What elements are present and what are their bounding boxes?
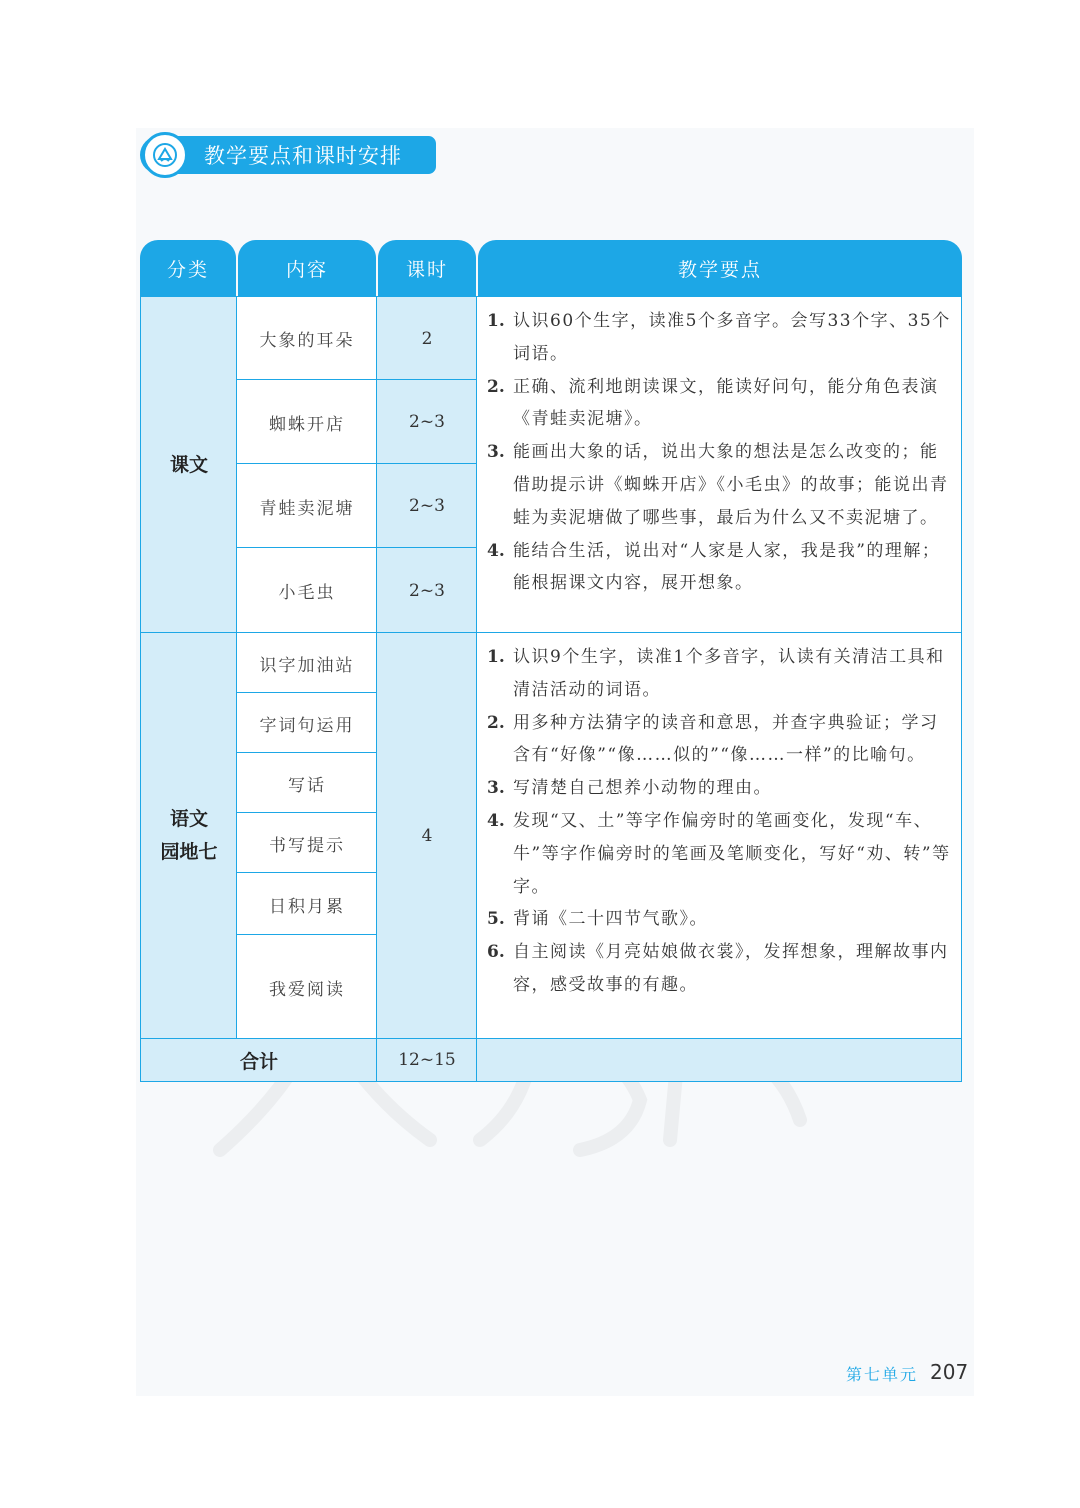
hours-cell	[376, 632, 478, 1040]
point-number: 3.	[487, 778, 505, 799]
key-point	[487, 903, 951, 936]
content-cell	[236, 872, 378, 936]
hours-cell	[376, 463, 478, 549]
content-label: 字词句运用	[259, 715, 355, 736]
total-empty-cell	[476, 1038, 962, 1082]
content-label: 日积月累	[269, 896, 345, 917]
point-number: 5.	[487, 909, 505, 930]
content-label: 识字加油站	[259, 655, 355, 676]
point-text: 认识60个生字，读准5个多音字。会写33个字、35个词语。	[513, 311, 951, 364]
content-cell	[236, 547, 378, 634]
point-text: 发现“又、土”等字作偏旁时的笔画变化，发现“车、牛”等字作偏旁时的笔画及笔顺变化，写好“劝、转”等字。	[513, 810, 951, 897]
book-badge-icon	[142, 132, 188, 178]
content-cell	[236, 812, 378, 874]
content-cell	[236, 632, 378, 694]
total-label-cell	[140, 1038, 378, 1082]
content-label: 写话	[288, 775, 326, 796]
key-point	[487, 772, 951, 805]
content-label: 书写提示	[269, 835, 345, 856]
point-number: 6.	[487, 942, 505, 963]
content-label: 大象的耳朵	[259, 331, 355, 351]
key-point	[487, 707, 951, 773]
point-text: 自主阅读《月亮姑娘做衣裳》，发挥想象，理解故事内容，感受故事的有趣。	[513, 942, 949, 995]
content-cell	[236, 296, 378, 381]
point-number: 4.	[487, 540, 505, 561]
content-cell	[236, 463, 378, 549]
key-point	[487, 936, 951, 1002]
point-number: 4.	[487, 810, 505, 831]
point-text: 正确、流利地朗读课文，能读好问句，能分角色表演《青蛙卖泥塘》。	[513, 376, 939, 430]
key-point	[487, 805, 951, 903]
hours-value: 2~3	[409, 496, 445, 516]
category-cell	[140, 296, 238, 634]
key-points-cell	[476, 632, 962, 1040]
content-label: 蜘蛛开店	[269, 414, 345, 435]
hours-cell	[376, 296, 478, 381]
content-cell	[236, 752, 378, 814]
hours-value: 2~3	[409, 580, 445, 601]
content-label: 小毛虫	[278, 583, 336, 603]
content-label: 我爱阅读	[269, 979, 345, 1000]
point-number: 1.	[487, 311, 505, 331]
point-text: 写清楚自己想养小动物的理由。	[513, 778, 772, 799]
point-text: 用多种方法猜字的读音和意思，并查字典验证；学习含有“好像”“像……似的”“像……一样”的比喻句。	[513, 712, 939, 766]
hours-value: 2	[421, 328, 433, 349]
section-title: 教学要点和课时安排	[204, 144, 402, 168]
header-content: 内容	[238, 240, 376, 296]
header-category: 分类	[140, 240, 236, 296]
header-key-points: 教学要点	[478, 240, 962, 296]
content-cell	[236, 692, 378, 754]
point-text: 认识9个生字，读准1个多音字，认读有关清洁工具和清洁活动的词语。	[513, 647, 945, 700]
key-point	[487, 641, 951, 707]
point-number: 2.	[487, 712, 505, 733]
point-number: 3.	[487, 442, 505, 463]
total-hours-cell	[376, 1038, 478, 1082]
content-cell	[236, 379, 378, 465]
section-title-banner	[140, 136, 436, 174]
content-label: 青蛙卖泥塘	[259, 498, 355, 519]
point-text: 能结合生活，说出对“人家是人家，我是我”的理解；能根据课文内容，展开想象。	[513, 540, 941, 594]
point-number: 2.	[487, 376, 505, 397]
category-label-line2: 园地七	[160, 841, 218, 863]
hours-cell	[376, 547, 478, 634]
total-hours: 12~15	[398, 1050, 456, 1070]
hours-cell	[376, 379, 478, 465]
point-number: 1.	[487, 647, 505, 667]
key-point	[487, 535, 951, 601]
key-point	[487, 436, 951, 534]
key-point	[487, 371, 951, 437]
content-cell	[236, 934, 378, 1040]
hours-value: 4	[421, 826, 433, 846]
category-label: 课文	[169, 453, 208, 476]
point-text: 背诵《二十四节气歌》。	[513, 909, 708, 930]
point-text: 能画出大象的话，说出大象的想法是怎么改变的；能借助提示讲《蜘蛛开店》《小毛虫》的故事；能说出青蛙为卖泥塘做了哪些事，最后为什么又不卖泥塘了。	[513, 442, 949, 528]
key-points-cell	[476, 296, 962, 634]
unit-label: 第七单元	[846, 1365, 919, 1384]
total-label: 合计	[239, 1050, 278, 1073]
teaching-plan-table	[140, 240, 962, 1082]
key-point	[487, 305, 951, 371]
category-cell	[140, 632, 238, 1040]
category-label-line1: 语文	[169, 808, 208, 830]
page-number: 207	[930, 1360, 969, 1384]
hours-value: 2~3	[409, 412, 445, 432]
header-hours: 课时	[378, 240, 476, 296]
